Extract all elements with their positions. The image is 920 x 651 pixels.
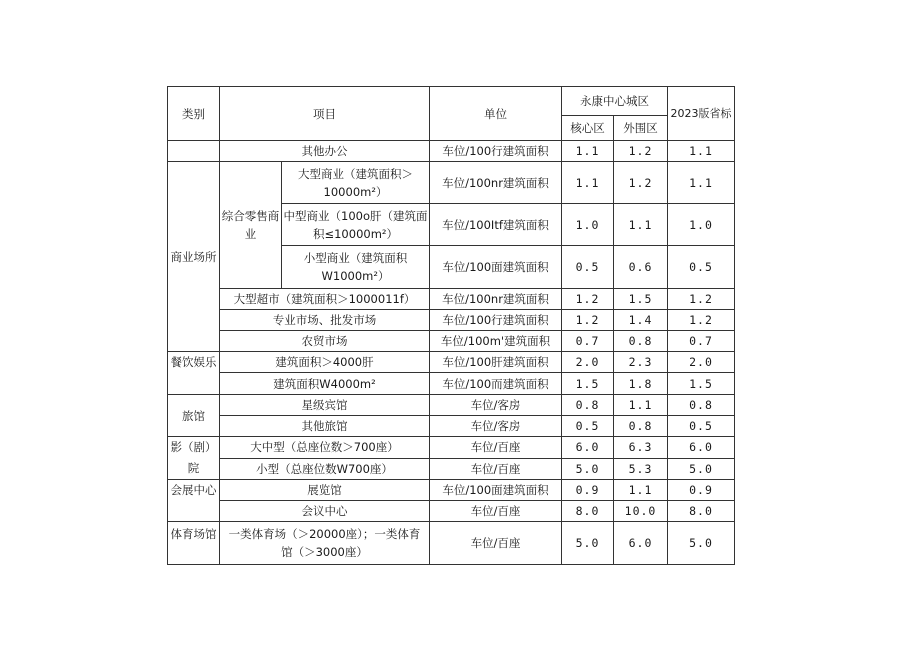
outer-value: 1.1: [614, 480, 668, 501]
province-value: 1.2: [668, 289, 735, 310]
core-value: 0.8: [562, 395, 614, 416]
outer-value: 0.8: [614, 416, 668, 437]
header-item: 项目: [220, 87, 430, 141]
province-value: 5.0: [668, 522, 735, 565]
province-value: 0.8: [668, 395, 735, 416]
province-value: 1.1: [668, 141, 735, 162]
unit-cell: 车位/100Itf建筑面积: [430, 204, 562, 246]
unit-cell: 车位/百座: [430, 458, 562, 480]
core-value: 1.2: [562, 289, 614, 310]
province-value: 1.5: [668, 373, 735, 395]
table-row: [168, 522, 735, 565]
table-row: [168, 501, 735, 522]
outer-value: 5.3: [614, 458, 668, 480]
item-cell: 大型超市（建筑面积＞1000011f）: [220, 289, 430, 310]
category-dining: 餐饮娱乐: [168, 352, 220, 395]
core-value: 1.0: [562, 204, 614, 246]
table-row: [168, 480, 735, 501]
unit-cell: 车位/百座: [430, 501, 562, 522]
unit-cell: 车位/100行建筑面积: [430, 310, 562, 331]
province-value: 0.5: [668, 416, 735, 437]
subcategory-retail: 综合零售商业: [220, 162, 282, 289]
item-cell: 会议中心: [220, 501, 430, 522]
table-row: [168, 437, 735, 459]
outer-value: 2.3: [614, 352, 668, 373]
unit-cell: 车位/100m'建筑面积: [430, 331, 562, 352]
outer-value: 6.3: [614, 437, 668, 459]
province-value: 0.9: [668, 480, 735, 501]
item-cell: 小型商业（建筑面积W1000m²）: [282, 246, 430, 289]
item-cell: 大中型（总座位数＞700座）: [220, 437, 430, 459]
outer-value: 0.6: [614, 246, 668, 289]
header-outer: 外围区: [614, 116, 668, 141]
item-cell: 其他办公: [220, 141, 430, 162]
core-value: 1.2: [562, 310, 614, 331]
province-value: 2.0: [668, 352, 735, 373]
core-value: 5.0: [562, 522, 614, 565]
table-row: [168, 458, 735, 480]
header-core: 核心区: [562, 116, 614, 141]
item-cell: 专业市场、批发市场: [220, 310, 430, 331]
unit-cell: 车位/客房: [430, 416, 562, 437]
outer-value: 10.0: [614, 501, 668, 522]
header-zone-group: 永康中心城区: [562, 87, 668, 116]
province-value: 1.1: [668, 162, 735, 204]
table-row: [168, 373, 735, 395]
table-row: [168, 352, 735, 373]
province-value: 8.0: [668, 501, 735, 522]
outer-value: 1.8: [614, 373, 668, 395]
outer-value: 0.8: [614, 331, 668, 352]
header-province: 2023版省标: [668, 87, 735, 141]
table-row: [168, 289, 735, 310]
category-sports: 体育场馆: [168, 522, 220, 565]
province-value: 0.7: [668, 331, 735, 352]
province-value: 1.2: [668, 310, 735, 331]
table-row: [168, 310, 735, 331]
category-expo: 会展中心: [168, 480, 220, 522]
table-row: [168, 141, 735, 162]
category-commercial: 商业场所: [168, 162, 220, 352]
unit-cell: 车位/100nr建筑面积: [430, 162, 562, 204]
header-unit: 单位: [430, 87, 562, 141]
unit-cell: 车位/100行建筑面积: [430, 141, 562, 162]
unit-cell: 车位/客房: [430, 395, 562, 416]
core-value: 2.0: [562, 352, 614, 373]
outer-value: 1.1: [614, 204, 668, 246]
category-cinema: 影（剧）院: [168, 437, 220, 480]
item-cell: 展览馆: [220, 480, 430, 501]
unit-cell: 车位/100面建筑面积: [430, 246, 562, 289]
unit-cell: 车位/百座: [430, 437, 562, 459]
item-cell: 农贸市场: [220, 331, 430, 352]
outer-value: 1.4: [614, 310, 668, 331]
table-row: [168, 331, 735, 352]
core-value: 8.0: [562, 501, 614, 522]
unit-cell: 车位/100面建筑面积: [430, 480, 562, 501]
outer-value: 1.2: [614, 141, 668, 162]
header-row: [168, 87, 735, 116]
province-value: 6.0: [668, 437, 735, 459]
outer-value: 6.0: [614, 522, 668, 565]
core-value: 6.0: [562, 437, 614, 459]
unit-cell: 车位/百座: [430, 522, 562, 565]
table-row: [168, 162, 735, 204]
category-cell-empty: [168, 141, 220, 162]
core-value: 5.0: [562, 458, 614, 480]
unit-cell: 车位/100而建筑面积: [430, 373, 562, 395]
core-value: 1.1: [562, 162, 614, 204]
item-cell: 中型商业（100o肝（建筑面积≤10000m²）: [282, 204, 430, 246]
outer-value: 1.1: [614, 395, 668, 416]
parking-standard-table: [167, 86, 735, 565]
table-row: [168, 416, 735, 437]
item-cell: 大型商业（建筑面积＞10000m²）: [282, 162, 430, 204]
item-cell: 其他旅馆: [220, 416, 430, 437]
province-value: 0.5: [668, 246, 735, 289]
item-cell: 小型（总座位数W700座）: [220, 458, 430, 480]
category-hotel: 旅馆: [168, 395, 220, 437]
outer-value: 1.2: [614, 162, 668, 204]
province-value: 5.0: [668, 458, 735, 480]
unit-cell: 车位/100nr建筑面积: [430, 289, 562, 310]
core-value: 0.5: [562, 416, 614, 437]
core-value: 0.5: [562, 246, 614, 289]
core-value: 1.1: [562, 141, 614, 162]
core-value: 0.9: [562, 480, 614, 501]
province-value: 1.0: [668, 204, 735, 246]
item-cell: 建筑面积W4000m²: [220, 373, 430, 395]
header-category: 类别: [168, 87, 220, 141]
outer-value: 1.5: [614, 289, 668, 310]
unit-cell: 车位/100肝建筑面积: [430, 352, 562, 373]
table-row: [168, 395, 735, 416]
core-value: 1.5: [562, 373, 614, 395]
item-cell: 建筑面积＞4000肝: [220, 352, 430, 373]
item-cell: 一类体育场（＞20000座）；一类体育馆（＞3000座）: [220, 522, 430, 565]
core-value: 0.7: [562, 331, 614, 352]
item-cell: 星级宾馆: [220, 395, 430, 416]
